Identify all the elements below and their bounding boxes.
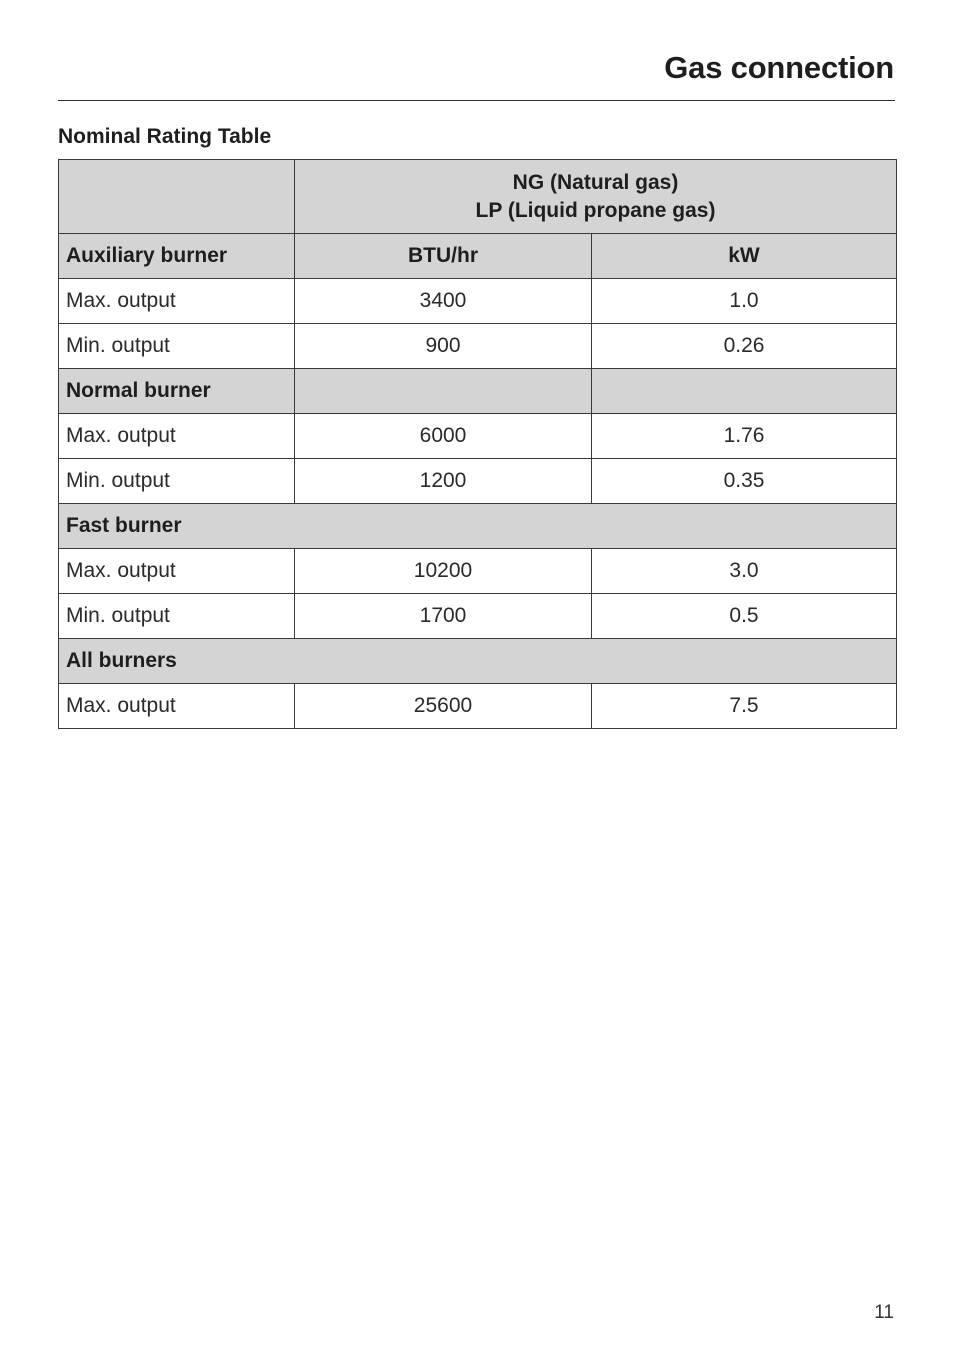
empty-header-cell xyxy=(59,160,295,234)
kw-value: 3.0 xyxy=(592,549,897,594)
page-title: Gas connection xyxy=(664,50,894,85)
btu-value: 6000 xyxy=(295,414,592,459)
nominal-rating-table xyxy=(58,159,897,729)
row-label: Max. output xyxy=(59,279,295,324)
empty-cell xyxy=(592,369,897,414)
section-name: Auxiliary burner xyxy=(59,234,295,279)
btu-value: 1200 xyxy=(295,459,592,504)
kw-value: 0.26 xyxy=(592,324,897,369)
gas-type-header xyxy=(295,160,897,234)
section-header-row xyxy=(59,369,897,414)
kw-value: 1.76 xyxy=(592,414,897,459)
section-header-row xyxy=(59,639,897,684)
gas-type-header-row xyxy=(59,160,897,234)
unit-header-btu: BTU/hr xyxy=(295,234,592,279)
kw-value: 7.5 xyxy=(592,684,897,729)
table-row xyxy=(59,324,897,369)
section-name: All burners xyxy=(59,639,897,684)
table-row xyxy=(59,279,897,324)
unit-header-kw: kW xyxy=(592,234,897,279)
section-header-row xyxy=(59,234,897,279)
btu-value: 25600 xyxy=(295,684,592,729)
table-row xyxy=(59,414,897,459)
table-caption: Nominal Rating Table xyxy=(58,125,272,148)
table-row xyxy=(59,684,897,729)
kw-value: 0.5 xyxy=(592,594,897,639)
btu-value: 900 xyxy=(295,324,592,369)
table-row xyxy=(59,459,897,504)
gas-type-ng: NG (Natural gas) xyxy=(512,170,679,194)
table-row xyxy=(59,594,897,639)
kw-value: 1.0 xyxy=(592,279,897,324)
section-name: Normal burner xyxy=(59,369,295,414)
section-name: Fast burner xyxy=(59,504,897,549)
row-label: Min. output xyxy=(59,324,295,369)
kw-value: 0.35 xyxy=(592,459,897,504)
row-label: Max. output xyxy=(59,549,295,594)
empty-cell xyxy=(295,369,592,414)
row-label: Min. output xyxy=(59,459,295,504)
btu-value: 10200 xyxy=(295,549,592,594)
btu-value: 3400 xyxy=(295,279,592,324)
row-label: Max. output xyxy=(59,414,295,459)
table-row xyxy=(59,549,897,594)
section-header-row xyxy=(59,504,897,549)
row-label: Min. output xyxy=(59,594,295,639)
btu-value: 1700 xyxy=(295,594,592,639)
row-label: Max. output xyxy=(59,684,295,729)
page-number: 11 xyxy=(874,1302,894,1323)
gas-type-lp: LP (Liquid propane gas) xyxy=(475,198,716,222)
title-divider xyxy=(58,100,895,101)
